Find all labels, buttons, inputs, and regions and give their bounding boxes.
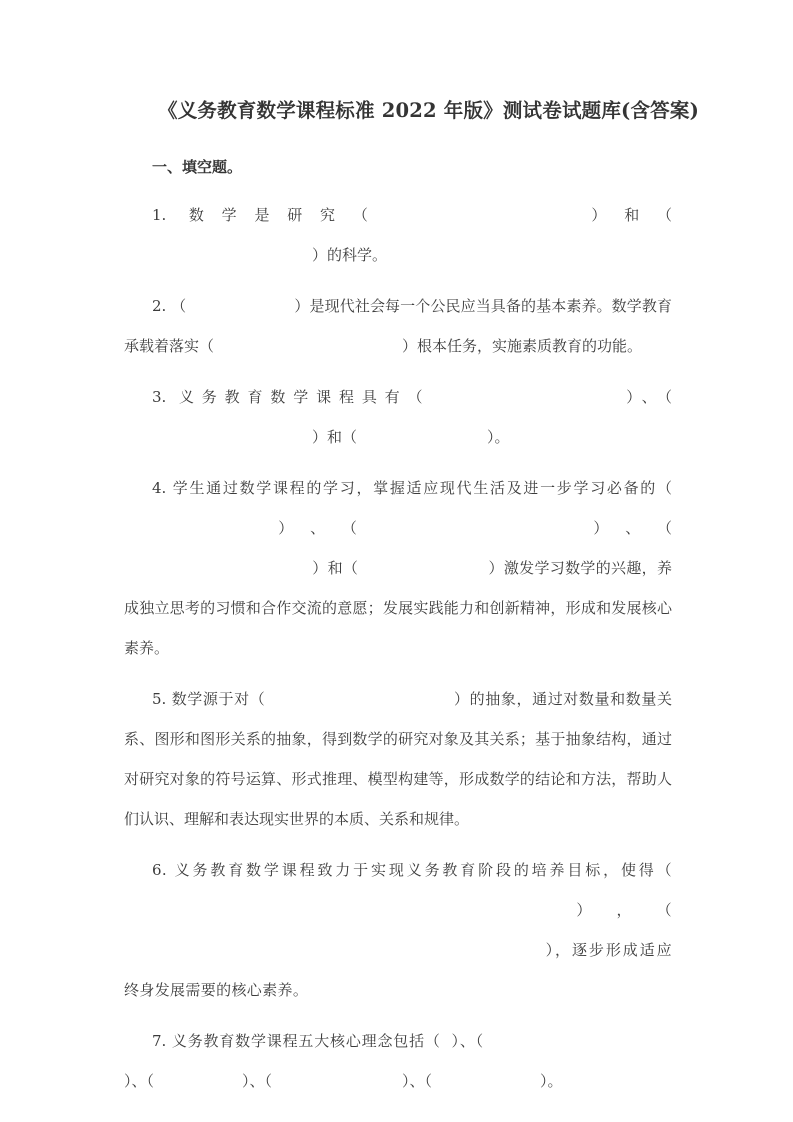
- answer-blank[interactable]: [124, 508, 254, 548]
- question-text: 4. 学生通过数学课程的学习，掌握适应现代生活及进一步学习必备的（: [152, 479, 672, 497]
- answer-blank[interactable]: [441, 1021, 451, 1061]
- question-text: ）根本任务，实施素质教育的功能。: [402, 337, 643, 355]
- answer-blank[interactable]: [214, 326, 402, 366]
- question-text: ）的抽象，通过对数量和数量关系、图形和图形关系的抽象，得到数学的研究对象及其关系；基于抽象结构，通过对研究对象的符号运算、形式推理、模型构建等，形成数学的结论和方法，帮助人们认识、理解和表达现实世界的本质、关系和规律。: [124, 690, 672, 828]
- question-text: ）、（: [450, 1032, 484, 1050]
- answer-blank[interactable]: [484, 1021, 672, 1061]
- answer-blank[interactable]: [154, 1061, 242, 1101]
- page-title: 《义务教育数学课程标准 2022 年版》测试卷试题库(含答案): [158, 99, 700, 122]
- question-text: 6. 义务教育数学课程致力于实现义务教育阶段的培养目标，使得（: [152, 861, 672, 879]
- question-text: ）、（: [569, 519, 672, 537]
- question-text: 5. 数学源于对（: [152, 690, 266, 708]
- answer-blank[interactable]: [432, 1061, 540, 1101]
- question-text: ），（: [544, 901, 672, 919]
- question-text: ）激发学习数学的兴趣，养成独立思考的习惯和合作交流的意愿；发展实践能力和创新精神，形成和发展核心素养。: [124, 559, 672, 657]
- question-7: [124, 1010, 672, 1101]
- question-text: ）、（: [254, 519, 382, 537]
- question-text: ）、（: [618, 388, 672, 406]
- question-text: 3. 义务教育数学课程具有（: [152, 388, 431, 406]
- question-text: 2. （: [152, 297, 187, 315]
- answer-blank[interactable]: [386, 195, 574, 235]
- answer-blank[interactable]: [124, 548, 312, 588]
- answer-blank[interactable]: [430, 377, 618, 417]
- answer-blank[interactable]: [124, 417, 312, 457]
- question-5: [124, 668, 672, 839]
- question-text: ）。: [487, 428, 510, 446]
- question-text: ）。: [540, 1072, 563, 1090]
- answer-blank[interactable]: [124, 235, 312, 275]
- question-text: ）、（: [124, 1072, 155, 1090]
- document-body: [124, 0, 700, 1101]
- question-text: ）是现代社会每一个公民应当具备的基本素养。数学教育承载着落实（: [124, 297, 672, 355]
- answer-blank[interactable]: [272, 1061, 402, 1101]
- question-6: [124, 839, 672, 1010]
- question-text: ）和（: [312, 559, 359, 577]
- answer-blank[interactable]: [186, 286, 294, 326]
- question-list: [124, 182, 672, 1101]
- answer-blank[interactable]: [265, 679, 453, 719]
- answer-blank[interactable]: [358, 548, 488, 588]
- section-heading-fill-in-the-blank: 一、填空题。: [152, 158, 243, 176]
- answer-blank[interactable]: [381, 508, 569, 548]
- question-text: ），逐步形成适应终身发展需要的核心素养。: [124, 941, 672, 999]
- answer-blank[interactable]: [124, 930, 544, 970]
- question-3: [124, 366, 672, 457]
- question-text: ）和（: [573, 206, 672, 224]
- answer-blank[interactable]: [357, 417, 487, 457]
- answer-blank[interactable]: [124, 890, 544, 930]
- question-text: 7. 义务教育数学课程五大核心理念包括（: [152, 1032, 441, 1050]
- question-text: ）和（: [312, 428, 358, 446]
- question-1: [124, 182, 672, 275]
- question-2: [124, 275, 672, 366]
- question-text: 1. 数学是研究（: [152, 206, 386, 224]
- question-4: [124, 457, 672, 668]
- question-text: ）、（: [402, 1072, 433, 1090]
- question-text: ）的科学。: [312, 246, 388, 264]
- question-text: ）、（: [242, 1072, 273, 1090]
